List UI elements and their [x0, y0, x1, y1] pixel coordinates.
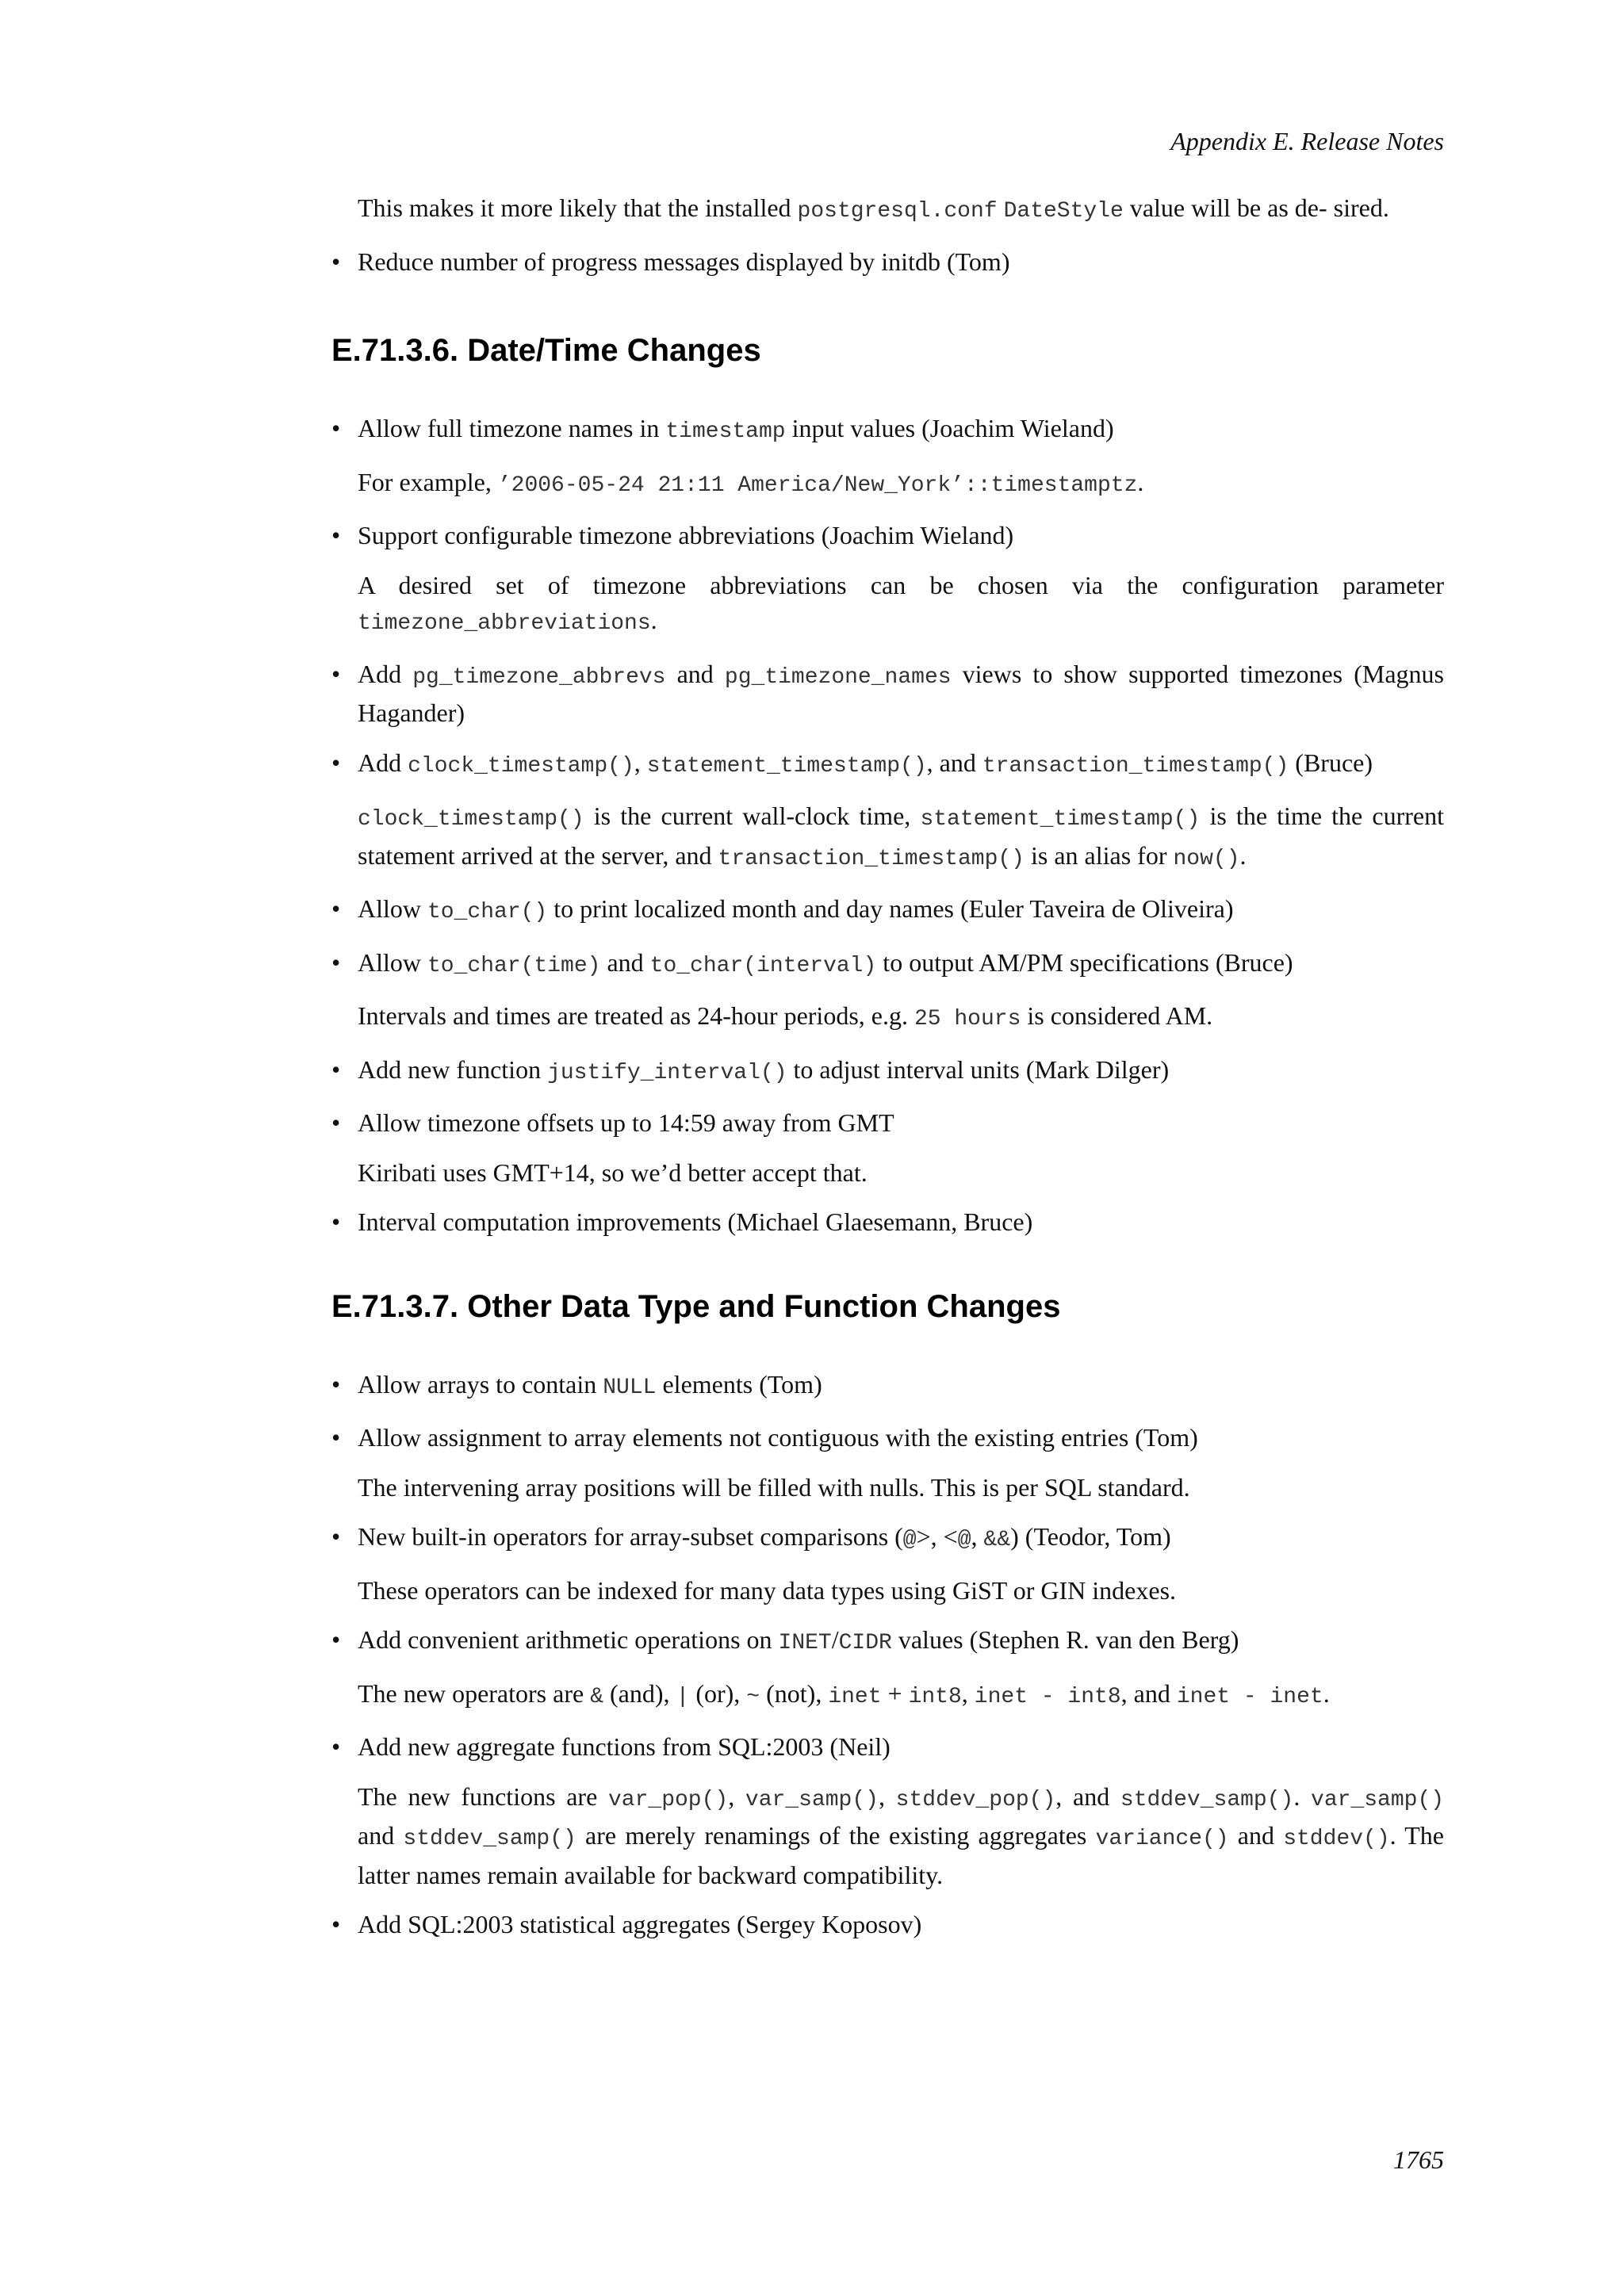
list-item: • Add clock_timestamp(), statement_timestamp(), and transaction_timestamp() (Bruce)	[358, 745, 1444, 785]
code-literal: to_char(time)	[427, 953, 601, 978]
bullet-icon: •	[331, 659, 341, 688]
code-literal: clock_timestamp()	[358, 807, 584, 832]
section-title: E.71.3.6. Date/Time Changes	[331, 333, 761, 368]
bullet-icon: •	[331, 1108, 341, 1137]
list-item: • Add pg_timezone_abbrevs and pg_timezone_names views to show supported timezones (Magnus Hagander)	[358, 656, 1444, 731]
list-item: • Interval computation improvements (Michael Glaesemann, Bruce)	[358, 1204, 1444, 1240]
section-title: E.71.3.7. Other Data Type and Function Changes	[331, 1288, 1061, 1324]
bullet-icon: •	[331, 1910, 341, 1938]
code-literal: stddev()	[1283, 1827, 1390, 1851]
list-item: • Allow full timezone names in timestamp input values (Joachim Wieland)	[358, 411, 1444, 450]
list-item: • Add new aggregate functions from SQL:2003 (Neil)	[358, 1729, 1444, 1765]
paragraph: For example, ’2006-05-24 21:11 America/New_York’::timestamptz.	[358, 467, 1144, 498]
bullet-icon: •	[331, 748, 341, 777]
code-literal: var_samp()	[745, 1787, 879, 1812]
code-literal: int8	[908, 1684, 962, 1709]
code-literal: transaction_timestamp()	[982, 753, 1289, 779]
paragraph: clock_timestamp() is the current wall-clock time, statement_timestamp() is the time the current statement arrived at the server, and transaction_timestamp() is an alias for now().	[358, 802, 1445, 871]
code-literal: DateStyle	[1003, 199, 1124, 224]
list-item: • New built-in operators for array-subset comparisons (@>, <@, &&) (Teodor, Tom)	[358, 1519, 1444, 1559]
code-literal: @	[957, 1528, 971, 1552]
code-literal: to_char(interval)	[649, 953, 877, 978]
code-literal: inet - inet	[1176, 1684, 1323, 1709]
bullet-icon: •	[331, 1369, 341, 1399]
code-literal: var_samp()	[1311, 1787, 1445, 1812]
code-literal: to_char()	[427, 900, 548, 924]
code-literal: inet - int8	[974, 1684, 1121, 1709]
paragraph: The new functions are var_pop(), var_samp(), stddev_pop(), and stddev_samp(). var_samp() and stddev_samp() are merely renamings of the existing aggregates variance() and stddev(). The latter names remain available for backward compatibility.	[358, 1781, 1445, 1889]
code-literal: pg_timezone_abbrevs	[412, 664, 666, 690]
code-literal: @	[902, 1528, 917, 1552]
code-literal: timezone_abbreviations	[358, 611, 651, 636]
code-literal: 25 hours	[914, 1007, 1021, 1031]
list-item: • Add new function justify_interval() to adjust interval units (Mark Dilger)	[358, 1052, 1444, 1092]
code-literal: stddev_samp()	[403, 1827, 576, 1851]
code-literal: transaction_timestamp()	[718, 846, 1025, 871]
bullet-icon: •	[331, 1207, 341, 1236]
code-literal: variance()	[1095, 1827, 1229, 1851]
page-content	[331, 190, 1444, 1957]
code-literal: INET	[778, 1631, 832, 1655]
code-literal: inet	[828, 1684, 882, 1709]
code-literal: now()	[1173, 846, 1240, 871]
code-literal: ~	[746, 1684, 760, 1709]
running-header: Appendix E. Release Notes	[1170, 127, 1444, 155]
bullet-icon: •	[331, 247, 341, 276]
code-literal: statement_timestamp()	[646, 753, 927, 779]
code-literal: CIDR	[838, 1631, 892, 1655]
list-item: • Reduce number of progress messages displayed by initdb (Tom)	[358, 244, 1444, 280]
code-literal: stddev_samp()	[1120, 1787, 1294, 1812]
code-literal: NULL	[603, 1375, 657, 1400]
list-item: • Allow arrays to contain NULL elements (Tom)	[358, 1367, 1444, 1406]
page-number: 1765	[1393, 2145, 1444, 2174]
code-literal: statement_timestamp()	[920, 807, 1201, 832]
list-item: • Allow assignment to array elements not contiguous with the existing entries (Tom)	[358, 1420, 1444, 1456]
code-literal: &&	[983, 1528, 1011, 1552]
paragraph: A desired set of timezone abbreviations can be chosen via the configuration parameter timezone_abbreviations.	[358, 570, 1444, 636]
code-literal: var_pop()	[607, 1787, 729, 1812]
code-literal: timestamp	[665, 419, 786, 444]
paragraph: This makes it more likely that the installed postgresql.conf DateStyle value will be as de- sired.	[358, 193, 1389, 224]
bullet-icon: •	[331, 1625, 341, 1654]
code-literal: ’2006-05-24 21:11 America/New_York’::timestamptz	[497, 473, 1138, 498]
bullet-icon: •	[331, 894, 341, 923]
list-item: • Allow to_char(time) and to_char(interval) to output AM/PM specifications (Bruce)	[358, 945, 1444, 985]
bullet-icon: •	[331, 414, 341, 442]
paragraph: The intervening array positions will be filled with nulls. This is per SQL standard.	[358, 1472, 1190, 1502]
paragraph: The new operators are & (and), | (or), ~ (not), inet + int8, inet - int8, and inet - inet.	[358, 1678, 1330, 1709]
list-item: • Allow to_char() to print localized month and day names (Euler Taveira de Oliveira)	[358, 891, 1444, 931]
paragraph: Kiribati uses GMT+14, so we’d better accept that.	[358, 1158, 868, 1187]
code-literal: |	[676, 1684, 690, 1709]
code-literal: stddev_pop()	[895, 1787, 1056, 1812]
bullet-icon: •	[331, 1522, 341, 1551]
paragraph: Intervals and times are treated as 24-hour periods, e.g. 25 hours is considered AM.	[358, 1001, 1213, 1031]
bullet-icon: •	[331, 1054, 341, 1084]
code-literal: clock_timestamp()	[408, 753, 634, 779]
code-literal: justify_interval()	[547, 1060, 787, 1085]
bullet-icon: •	[331, 521, 341, 549]
code-literal: postgresql.conf	[797, 199, 998, 224]
bullet-icon: •	[331, 1423, 341, 1452]
code-literal: pg_timezone_names	[724, 664, 952, 690]
code-literal: &	[590, 1684, 603, 1709]
list-item: • Add convenient arithmetic operations on INET/CIDR values (Stephen R. van den Berg)	[358, 1622, 1444, 1662]
bullet-icon: •	[331, 1732, 341, 1761]
paragraph: These operators can be indexed for many data types using GiST or GIN indexes.	[358, 1575, 1177, 1605]
bullet-icon: •	[331, 947, 341, 977]
list-item: • Add SQL:2003 statistical aggregates (Sergey Koposov)	[358, 1907, 1444, 1942]
list-item: • Allow timezone offsets up to 14:59 away from GMT	[358, 1105, 1444, 1141]
list-item: • Support configurable timezone abbreviations (Joachim Wieland)	[358, 518, 1444, 553]
